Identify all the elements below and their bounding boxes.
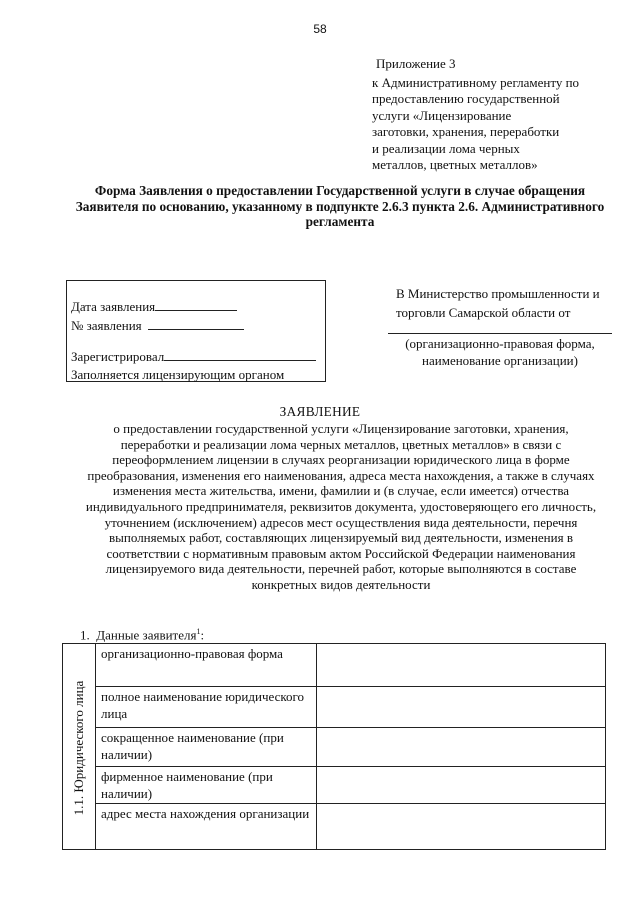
applicant-data-table <box>62 643 606 850</box>
statement-line: индивидуального предпринимателя, реквизитов документа, удостоверяющего его личность, <box>85 498 597 514</box>
section-number: 1. <box>80 627 90 643</box>
statement-title: ЗАЯВЛЕНИЕ <box>279 404 361 419</box>
table-row <box>95 728 605 767</box>
registered-by-field[interactable] <box>164 348 316 361</box>
row-label: сокращенное наименование (при наличии) <box>95 728 317 766</box>
row-value-field[interactable] <box>317 767 605 803</box>
legal-entity-side-label: 1.1. Юридического лица <box>71 680 86 816</box>
application-number-row <box>71 317 244 334</box>
appendix-title: Приложение 3 <box>376 56 456 71</box>
appendix-header <box>372 56 622 174</box>
application-date-field[interactable] <box>155 298 237 311</box>
row-label: организационно-правовая форма <box>95 644 317 686</box>
appendix-line: металлов, цветных металлов» <box>372 157 538 172</box>
registered-by-row <box>71 348 316 365</box>
table-row <box>95 804 605 849</box>
addressee <box>396 284 626 322</box>
application-number-label: № заявления <box>71 318 142 333</box>
statement-line: преобразования, изменения его наименования, адреса места нахождения, а также в случаях <box>87 467 595 483</box>
appendix-line: предоставлению государственной <box>372 91 560 106</box>
organization-name-field[interactable] <box>388 333 612 334</box>
registration-note: Заполняется лицензирующим органом <box>71 367 285 382</box>
row-label: фирменное наименование (при наличии) <box>95 767 317 803</box>
statement-line: о предоставлении государственной услуги «Лицензирование заготовки, хранения, <box>113 421 569 436</box>
row-label: адрес места нахождения организации <box>95 804 317 849</box>
statement-line: выполняемых работ, составляющих лицензируемый вид деятельности, изменения в <box>109 530 573 546</box>
application-date-row <box>71 298 237 315</box>
organization-caption-line: (организационно-правовая форма, <box>405 336 595 351</box>
organization-caption-line: наименование организации) <box>422 353 578 368</box>
statement-line: конкретных видов деятельности <box>251 576 431 592</box>
appendix-line: и реализации лома черных <box>372 140 520 156</box>
row-value-field[interactable] <box>317 687 605 727</box>
row-value-field[interactable] <box>317 728 605 766</box>
statement-line: изменения места жительства, имени, фамилии и (в случае, если имеется) отчества <box>112 483 570 499</box>
legal-entity-side-cell <box>63 644 96 849</box>
form-title-line: регламента <box>305 214 375 229</box>
statement-line: переработки и реализации лома черных металлов, цветных металлов» в связи с <box>120 436 562 452</box>
table-row <box>95 644 605 687</box>
addressee-line: торговли Самарской области от <box>396 305 571 320</box>
registration-box <box>66 280 326 382</box>
statement-line: лицензируемого вида деятельности, перечней работ, которые выполняются в составе <box>105 561 577 577</box>
row-value-field[interactable] <box>317 644 605 686</box>
form-title-line: Форма Заявления о предоставлении Государственной услуги в случае обращения <box>94 183 586 198</box>
appendix-line: к Административному регламенту по <box>372 74 580 90</box>
table-row <box>95 687 605 728</box>
section-label: Данные заявителя <box>96 627 197 643</box>
page-number: 58 <box>313 22 327 36</box>
appendix-line: заготовки, хранения, переработки <box>372 124 560 139</box>
section-applicant-data <box>80 627 204 643</box>
form-title-line: Заявителя по основанию, указанному в подпункте 2.6.3 пункта 2.6. Административного <box>75 198 605 214</box>
row-label: полное наименование юридического лица <box>95 687 317 727</box>
organization-caption <box>388 335 612 369</box>
footnote-marker: 1 <box>196 627 201 636</box>
appendix-line: услуги «Лицензирование <box>372 107 512 123</box>
form-title <box>66 183 614 230</box>
application-number-field[interactable] <box>148 317 244 330</box>
statement-body <box>84 421 598 593</box>
row-value-field[interactable] <box>317 804 605 849</box>
statement-line: уточнением (исключением) адресов мест осуществления вида деятельности, перечня <box>104 514 578 530</box>
registered-by-label: Зарегистрировал <box>71 349 165 364</box>
section-colon: : <box>200 627 205 643</box>
table-row <box>95 767 605 804</box>
statement-line: соответствии с нормативным правовым актом Российской Федерации наименования <box>106 545 576 561</box>
application-date-label: Дата заявления <box>71 299 156 314</box>
addressee-line: В Министерство промышленности и <box>396 286 600 301</box>
statement-line: переоформлением лицензии в случаях реорганизации юридического лица в форме <box>112 452 570 468</box>
